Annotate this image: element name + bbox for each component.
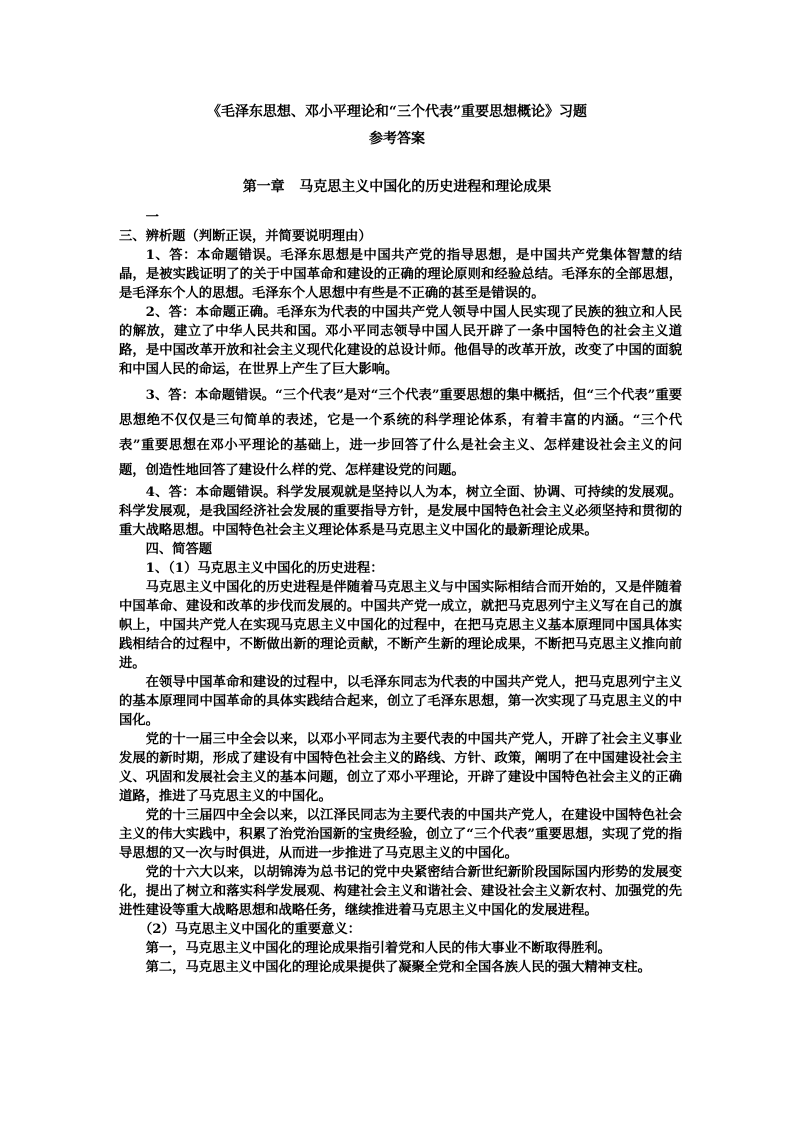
document-body — [119, 208, 682, 977]
document-title: 《毛泽东思想、邓小平理论和“三个代表”重要思想概论》习题 — [206, 104, 588, 120]
history-paragraph-3: 党的十一届三中全会以来，以邓小平同志为主要代表的中国共产党人，开辟了社会主义事业发展的新时期，形成了建设有中国特色社会主义的路线、方针、政策，阐明了在中国建设社会主义、巩固和发展社会主义的基本问题，创立了邓小平理论，开辟了建设中国特色社会主义的正确道路，推进了马克思主义的中国化。 — [119, 732, 682, 804]
question-1-part-1-heading: 1、（1）马克思主义中国化的历史进程： — [145, 561, 384, 576]
significance-point-2: 第二，马克思主义中国化的理论成果提供了凝聚全党和全国各族人民的强大精神支柱。 — [145, 960, 651, 975]
history-paragraph-2: 在领导中国革命和建设的过程中，以毛泽东同志为代表的中国共产党人，把马克思列宁主义的基本原理同中国革命的具体实践结合起来，创立了毛泽东思想，第一次实现了马克思主义的中国化。 — [119, 675, 682, 728]
section-heading-4: 四、简答题 — [145, 542, 213, 557]
chapter-heading: 第一章 马克思主义中国化的历史进程和理论成果 — [242, 179, 552, 195]
history-paragraph-1: 马克思主义中国化的历史进程是伴随着马克思主义与中国实际相结合而开始的，又是伴随着中国革命、建设和改革的步伐而发展的。中国共产党一成立，就把马克思列宁主义写在自己的旗帜上，中国共产党人在实现马克思主义中国化的过程中，在把马克思主义基本原理同中国具体实践相结合的过程中，不断做出新的理论贡献，不断产生新的理论成果，不断把马克思主义推向前进。 — [119, 580, 682, 671]
history-paragraph-5: 党的十六大以来，以胡锦涛为总书记的党中央紧密结合新世纪新阶段国际国内形势的发展变化，提出了树立和落实科学发展观、构建社会主义和谐社会、建设社会主义新农村、加强党的先进性建设等重大战略思想和战略任务，继续推进着马克思主义中国化的发展进程。 — [119, 865, 682, 918]
significance-point-1: 第一，马克思主义中国化的理论成果指引着党和人民的伟大事业不断取得胜利。 — [145, 941, 611, 956]
history-paragraph-4: 党的十三届四中全会以来，以江泽民同志为主要代表的中国共产党人，在建设中国特色社会主义的伟大实践中，积累了治党治国新的宝贵经验，创立了“三个代表”重要思想，实现了党的指导思想的又一次与时俱进，从而进一步推进了马克思主义的中国化。 — [119, 808, 682, 861]
document-subtitle: 参考答案 — [369, 131, 425, 147]
answer-paragraph-4: 4、答：本命题错误。科学发展观就是坚持以人为本，树立全面、协调、可持续的发展观。科学发展观，是我国经济社会发展的重要指导方针，是发展中国特色社会主义必须坚持和贯彻的重大战略思想。中国特色社会主义理论体系是马克思主义中国化的最新理论成果。 — [119, 485, 682, 538]
section-heading-3: 三、辨析题（判断正误，并简要说明理由） — [119, 229, 372, 244]
answer-paragraph-2: 2、答：本命题正确。毛泽东为代表的中国共产党人领导中国人民实现了民族的独立和人民的解放，建立了中华人民共和国。邓小平同志领导中国人民开辟了一条中国特色的社会主义道路，是中国改革开放和社会主义现代化建设的总设计师。他倡导的改革开放，改变了中国的面貌和中国人民的命运，在世界上产生了巨大影响。 — [119, 305, 682, 377]
section-mark: 一 — [145, 210, 159, 225]
question-1-part-2-heading: （2）马克思主义中国化的重要意义： — [138, 922, 361, 937]
answer-paragraph-1: 1、答：本命题错误。毛泽东思想是中国共产党的指导思想，是中国共产党集体智慧的结晶，是被实践证明了的关于中国革命和建设的正确的理论原则和经验总结。毛泽东的全部思想，是毛泽东个人的思想。毛泽东个人思想中有些是不正确的甚至是错误的。 — [119, 248, 682, 301]
answer-paragraph-3: 3、答：本命题错误。“三个代表”是对“三个代表”重要思想的集中概括，但“三个代表”重要思想绝不仅仅是三句简单的表述，它是一个系统的科学理论体系，有着丰富的内涵。“三个代表”重要思想在邓小平理论的基础上，进一步回答了什么是社会主义、怎样建设社会主义的问题，创造性地回答了建设什么样的党、怎样建设党的问题。 — [119, 388, 682, 478]
